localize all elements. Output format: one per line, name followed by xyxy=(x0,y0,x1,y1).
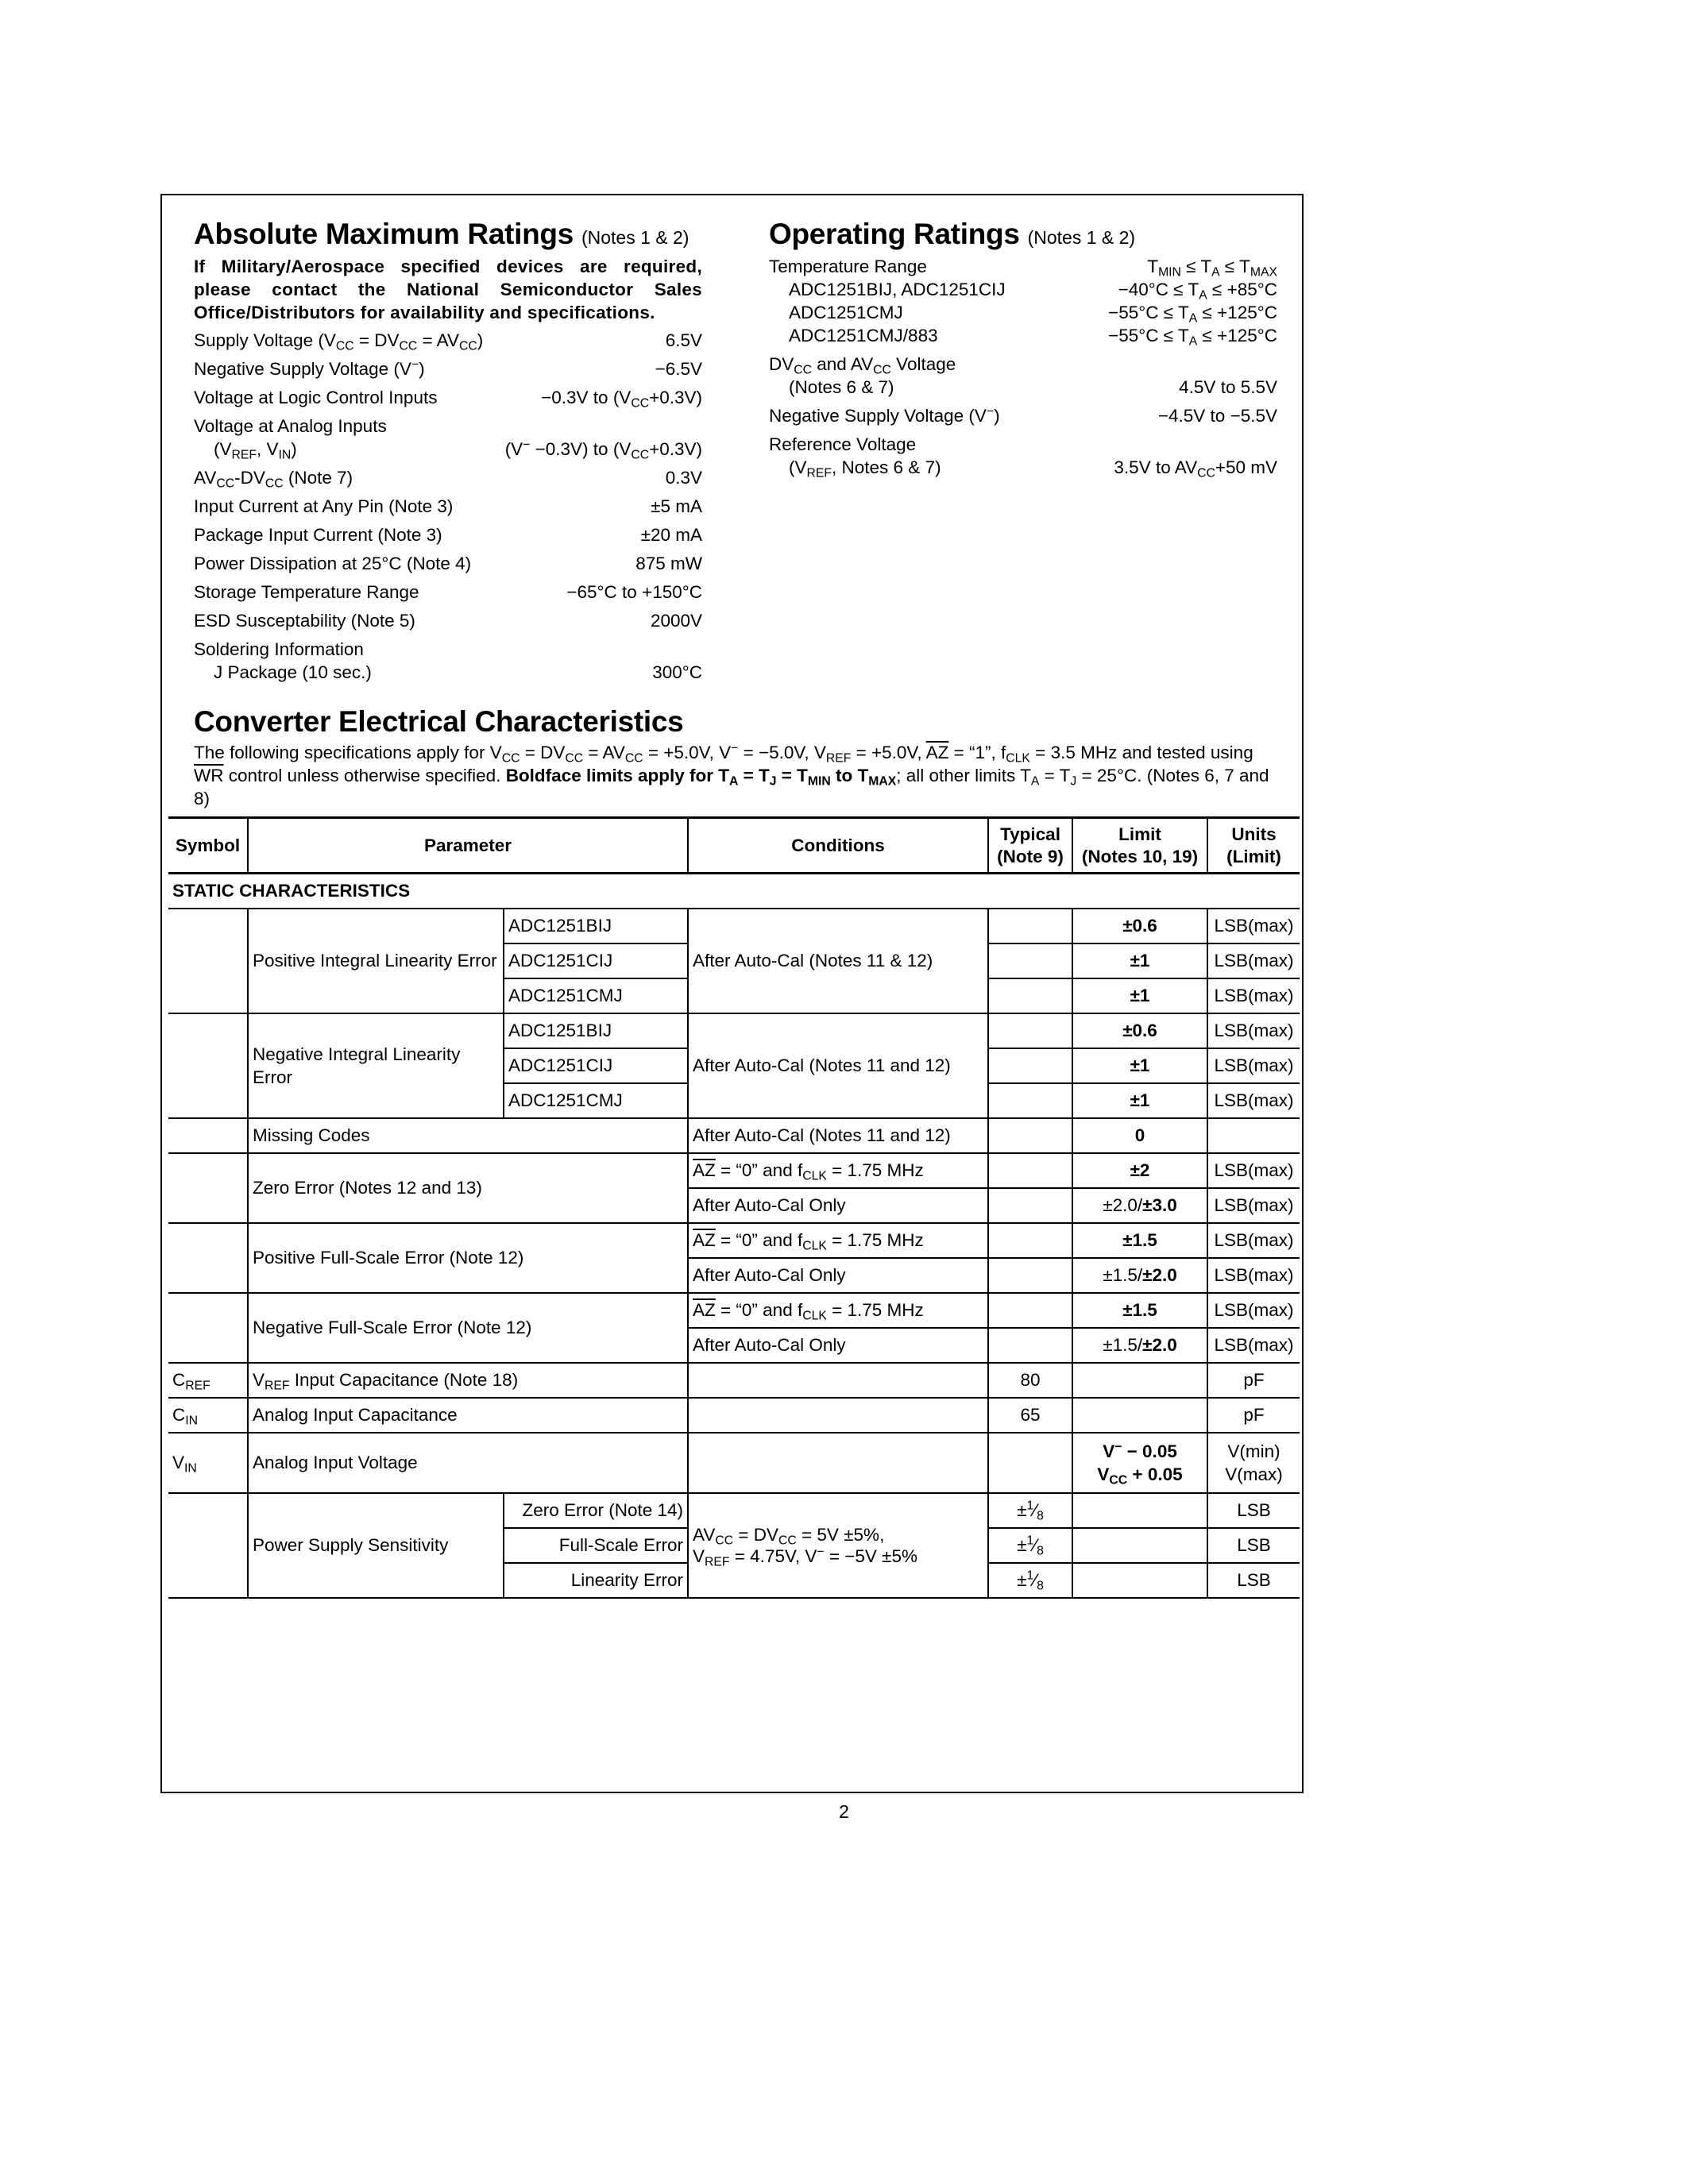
op-temp-row: ADC1251CMJ/883 $-55^\circ C \le T_A \le +125^\circ C$ xyxy=(789,326,1277,349)
table-row: Negative Full-Scale Error (Note 12) $\overline{AZ}$ = “0” and $f_{CLK} = 1.75$ MHz ±1.5 LSB(max) xyxy=(168,1293,1300,1328)
rating-row: ($V_{REF}$, $V_{IN}$) (V− −0.3V) to $(V_{CC}+0.3V)$ xyxy=(214,438,702,462)
table-row: After Auto-Cal Only ±1.5/±2.0 LSB(max) xyxy=(168,1258,1300,1293)
table-row: Positive Integral Linearity Error ADC1251BIJ After Auto-Cal (Notes 11 & 12) ±0.6 LSB(max) xyxy=(168,909,1300,943)
header-units: Units (Limit) xyxy=(1207,818,1300,874)
section-row: STATIC CHARACTERISTICS xyxy=(168,874,1300,909)
table-row: ADC1251CMJ ±1 LSB(max) xyxy=(168,1083,1300,1118)
condition: After Auto-Cal (Notes 11 and 12) xyxy=(688,1013,988,1118)
rating-row: Package Input Current (Note 3) ±20 mA xyxy=(194,525,702,545)
table-row: Full-Scale Error $\pm^1⁄_8$ LSB xyxy=(168,1528,1300,1563)
table-row: Negative Integral Linearity Error ADC1251BIJ After Auto-Cal (Notes 11 and 12) ±0.6 LSB(max) xyxy=(168,1013,1300,1048)
table-row: Zero Error (Notes 12 and 13) $\overline{AZ}$ = “0” and $f_{CLK} = 1.75$ MHz ±2 LSB(max) xyxy=(168,1153,1300,1188)
electrical-characteristics-table xyxy=(168,816,1300,1599)
op-ratings-title: Operating Ratings (Notes 1 & 2) xyxy=(769,218,1136,250)
table-row: $C_{REF}$ $V_{REF}$ Input Capacitance (Note 18) 80 pF xyxy=(168,1363,1300,1398)
table-row: $V_{IN}$ Analog Input Voltage V− − 0.05 $V_{CC} + 0.05$ V(min) V(max) xyxy=(168,1433,1300,1493)
op-dv-row: (Notes 6 & 7) 4.5V to 5.5V xyxy=(789,377,1277,397)
rating-param: Supply Voltage $(V_{CC} = DV_{CC} = AV_{CC})$ xyxy=(194,330,484,353)
param-label: Negative Integral Linearity Error xyxy=(248,1013,504,1118)
abs-max-title: Absolute Maximum Ratings (Notes 1 & 2) xyxy=(194,218,689,250)
header-typical: Typical (Note 9) xyxy=(988,818,1072,874)
rating-row: J Package (10 sec.) 300°C xyxy=(214,662,702,682)
table-row: ADC1251CMJ ±1 LSB(max) xyxy=(168,978,1300,1013)
table-row: After Auto-Cal Only ±2.0/±3.0 LSB(max) xyxy=(168,1188,1300,1223)
rating-row: Voltage at Logic Control Inputs −0.3V to $(V_{CC}+0.3V)$ xyxy=(194,388,702,411)
table-row: ADC1251CIJ ±1 LSB(max) xyxy=(168,1048,1300,1083)
table-row: $C_{IN}$ Analog Input Capacitance 65 pF xyxy=(168,1398,1300,1433)
absolute-maximum-ratings xyxy=(194,219,702,684)
table-row: Linearity Error $\pm^1⁄_8$ LSB xyxy=(168,1563,1300,1598)
operating-ratings xyxy=(769,219,1277,479)
header-symbol: Symbol xyxy=(168,818,248,874)
table-row: After Auto-Cal Only ±1.5/±2.0 LSB(max) xyxy=(168,1328,1300,1363)
rating-row: Voltage at Analog Inputs xyxy=(194,416,387,436)
rating-row: Negative Supply Voltage (V−) −6.5V xyxy=(194,357,702,379)
op-dv-row: $DV_{CC}$ and $AV_{CC}$ Voltage xyxy=(769,354,956,377)
table-row: Missing Codes After Auto-Cal (Notes 11 and 12) 0 xyxy=(168,1118,1300,1153)
rating-row: Storage Temperature Range −65°C to +150°C xyxy=(194,582,702,602)
op-ref-row: ($V_{REF}$, Notes 6 & 7) 3.5V to $AV_{CC}+50$ mV xyxy=(789,457,1277,480)
table-row: Power Supply Sensitivity Zero Error (Note 14) $AV_{CC} = DV_{CC} = 5V \pm 5\%$, $V_{REF} = 4.75V$, V− = −5V ±5% $\pm^1⁄_8$ LSB xyxy=(168,1493,1300,1528)
rating-row: ESD Susceptability (Note 5) 2000V xyxy=(194,611,702,631)
op-temp-row: ADC1251CMJ $-55^\circ C \le T_A \le +125^\circ C$ xyxy=(789,303,1277,326)
rating-row: Input Current at Any Pin (Note 3) ±5 mA xyxy=(194,496,702,516)
header-conditions: Conditions xyxy=(688,818,988,874)
military-warning: If Military/Aerospace specified devices are required, please contact the National Semiconductor Sales Office/Distributors for availability and specifications. xyxy=(194,257,702,322)
rating-row: Power Dissipation at 25°C (Note 4) 875 mW xyxy=(194,554,702,573)
table-row: Positive Full-Scale Error (Note 12) $\overline{AZ}$ = “0” and $f_{CLK} = 1.75$ MHz ±1.5 LSB(max) xyxy=(168,1223,1300,1258)
condition: After Auto-Cal (Notes 11 & 12) xyxy=(688,909,988,1013)
converter-characteristics xyxy=(194,707,1277,810)
op-temp-row: ADC1251BIJ, ADC1251CIJ $-40^\circ C \le T_A \le +85^\circ C$ xyxy=(789,280,1277,303)
table-row: ADC1251CIJ ±1 LSB(max) xyxy=(168,943,1300,978)
rating-row: Supply Voltage $(V_{CC} = DV_{CC} = AV_{CC})$ 6.5V xyxy=(194,330,702,353)
op-temp-row: Temperature Range $T_{MIN} \le T_A \le T_{MAX}$ xyxy=(769,257,1277,280)
rating-row: $AV_{CC}-DV_{CC}$ (Note 7) 0.3V xyxy=(194,468,702,491)
header-limit: Limit (Notes 10, 19) xyxy=(1072,818,1207,874)
conv-description: The following specifications apply for $V_{CC} = DV_{CC} = AV_{CC} = +5.0V$, V− = −5.0V, $V_{REF} = +5.0V$, $\overline{AZ}$ = “1”, $f_{CLK} = 3.5$ MHz and tested using $\overline{WR}$ control unless otherwise specified. Boldface limits apply for $T_A = T_J = T_{MIN}$ to $T_{MAX}$; all other limits $T_A = T_J = 25^\circ C$. (Notes 6, 7 and 8) xyxy=(194,741,1269,808)
rating-row: Soldering Information xyxy=(194,639,364,659)
op-neg-row: Negative Supply Voltage (V−) −4.5V to −5.5V xyxy=(769,404,1277,426)
table-header-row xyxy=(168,818,1300,874)
header-parameter: Parameter xyxy=(248,818,688,874)
page-number: 2 xyxy=(839,1801,849,1822)
conv-title: Converter Electrical Characteristics xyxy=(194,705,684,738)
op-ref-row: Reference Voltage xyxy=(769,434,917,454)
param-label: Positive Integral Linearity Error xyxy=(248,909,504,1013)
